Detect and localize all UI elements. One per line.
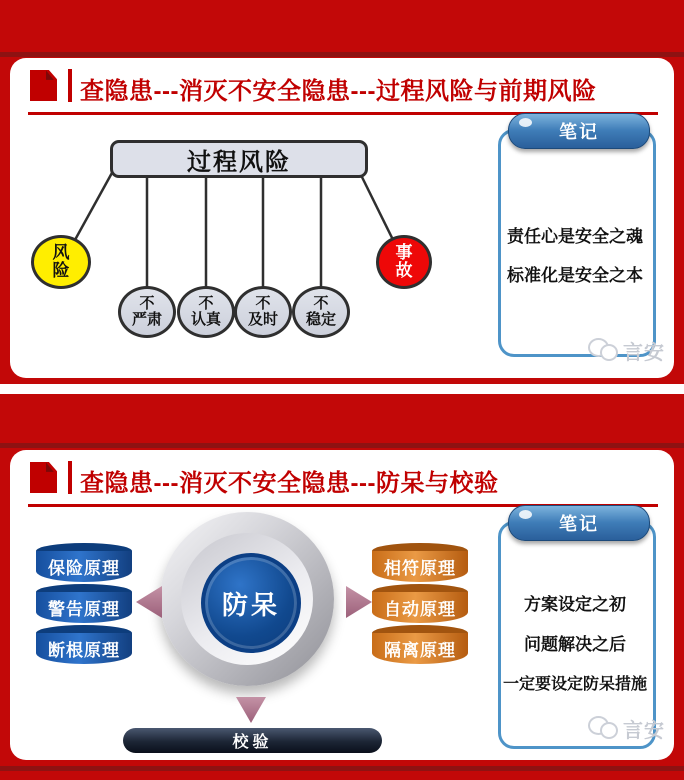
note-line: 责任心是安全之魂 bbox=[507, 227, 643, 246]
note-line: 标准化是安全之本 bbox=[507, 266, 643, 285]
cylinder-label: 警告原理 bbox=[36, 592, 132, 623]
principle-cylinder bbox=[36, 625, 132, 669]
slide-2-title: 查隐患---消灭不安全隐患---防呆与校验 bbox=[80, 470, 499, 497]
cylinder-label: 保险原理 bbox=[36, 551, 132, 582]
risk-ball bbox=[31, 235, 91, 289]
cylinder-label: 自动原理 bbox=[372, 592, 468, 623]
slide-1 bbox=[0, 0, 684, 384]
wechat-logo-icon bbox=[588, 716, 622, 742]
cylinder-label: 隔离原理 bbox=[372, 633, 468, 664]
slide-1-panel bbox=[10, 58, 674, 378]
title-divider bbox=[68, 461, 72, 494]
divider-line bbox=[0, 443, 684, 448]
principle-cylinder bbox=[372, 543, 468, 587]
watermark-text: 言安 bbox=[623, 342, 665, 364]
pendulum-ball-3-line1: 不 bbox=[255, 294, 271, 312]
accident-ball-line1: 事 bbox=[395, 242, 413, 262]
pendulum-ball-1-line1: 不 bbox=[139, 294, 155, 312]
principle-cylinder bbox=[36, 584, 132, 628]
watermark bbox=[588, 714, 665, 743]
pendulum-ball-3 bbox=[234, 286, 292, 338]
pendulum-ball-2 bbox=[177, 286, 235, 338]
risk-ball-line1: 风 bbox=[52, 242, 70, 262]
pendulum-ball-2-line1: 不 bbox=[198, 294, 214, 312]
pendulum-ball-4-line1: 不 bbox=[313, 294, 329, 312]
watermark-text: 言安 bbox=[623, 720, 665, 742]
process-risk-box: 过程风险 bbox=[110, 140, 368, 178]
cylinder-label: 断根原理 bbox=[36, 633, 132, 664]
principle-cylinder bbox=[36, 543, 132, 587]
cylinder-label: 相符原理 bbox=[372, 551, 468, 582]
poka-yoke-core: 防呆 bbox=[201, 553, 301, 653]
wechat-logo-icon bbox=[588, 338, 622, 364]
principle-cylinder bbox=[372, 584, 468, 628]
arrow-left-icon bbox=[136, 586, 162, 618]
slide-2-title-row bbox=[28, 460, 656, 510]
notes-tab: 笔记 bbox=[508, 113, 650, 149]
logo-bubble-small bbox=[600, 722, 618, 739]
slide-2-panel bbox=[10, 450, 674, 760]
note-line: 一定要设定防呆措施 bbox=[502, 676, 647, 693]
pendulum-ball-1-line2: 严肃 bbox=[131, 311, 162, 328]
pendulum-ball-1 bbox=[118, 286, 176, 338]
accident-ball-line2: 故 bbox=[395, 261, 413, 280]
logo-bubble-small bbox=[600, 344, 618, 361]
watermark bbox=[588, 336, 665, 365]
document-icon bbox=[30, 462, 57, 493]
accident-ball bbox=[376, 235, 432, 289]
pendulum-ball-2-line2: 认真 bbox=[190, 311, 221, 328]
divider-line bbox=[0, 766, 684, 771]
notes-tab: 笔记 bbox=[508, 505, 650, 541]
principle-cylinder bbox=[372, 625, 468, 669]
pendulum-ball-4 bbox=[292, 286, 350, 338]
pendulum-ball-3-line2: 及时 bbox=[247, 311, 278, 328]
note-line: 方案设定之初 bbox=[524, 595, 626, 614]
slide-2 bbox=[0, 394, 684, 780]
check-capsule: 校验 bbox=[123, 728, 382, 753]
slide-1-title: 查隐患---消灭不安全隐患---过程风险与前期风险 bbox=[80, 78, 597, 105]
divider-line bbox=[0, 52, 684, 57]
arrow-down-icon bbox=[236, 697, 266, 723]
note-line: 问题解决之后 bbox=[524, 635, 626, 654]
risk-ball-line2: 险 bbox=[52, 261, 70, 280]
arrow-right-icon bbox=[346, 586, 372, 618]
pendulum-ball-4-line2: 稳定 bbox=[305, 311, 336, 328]
